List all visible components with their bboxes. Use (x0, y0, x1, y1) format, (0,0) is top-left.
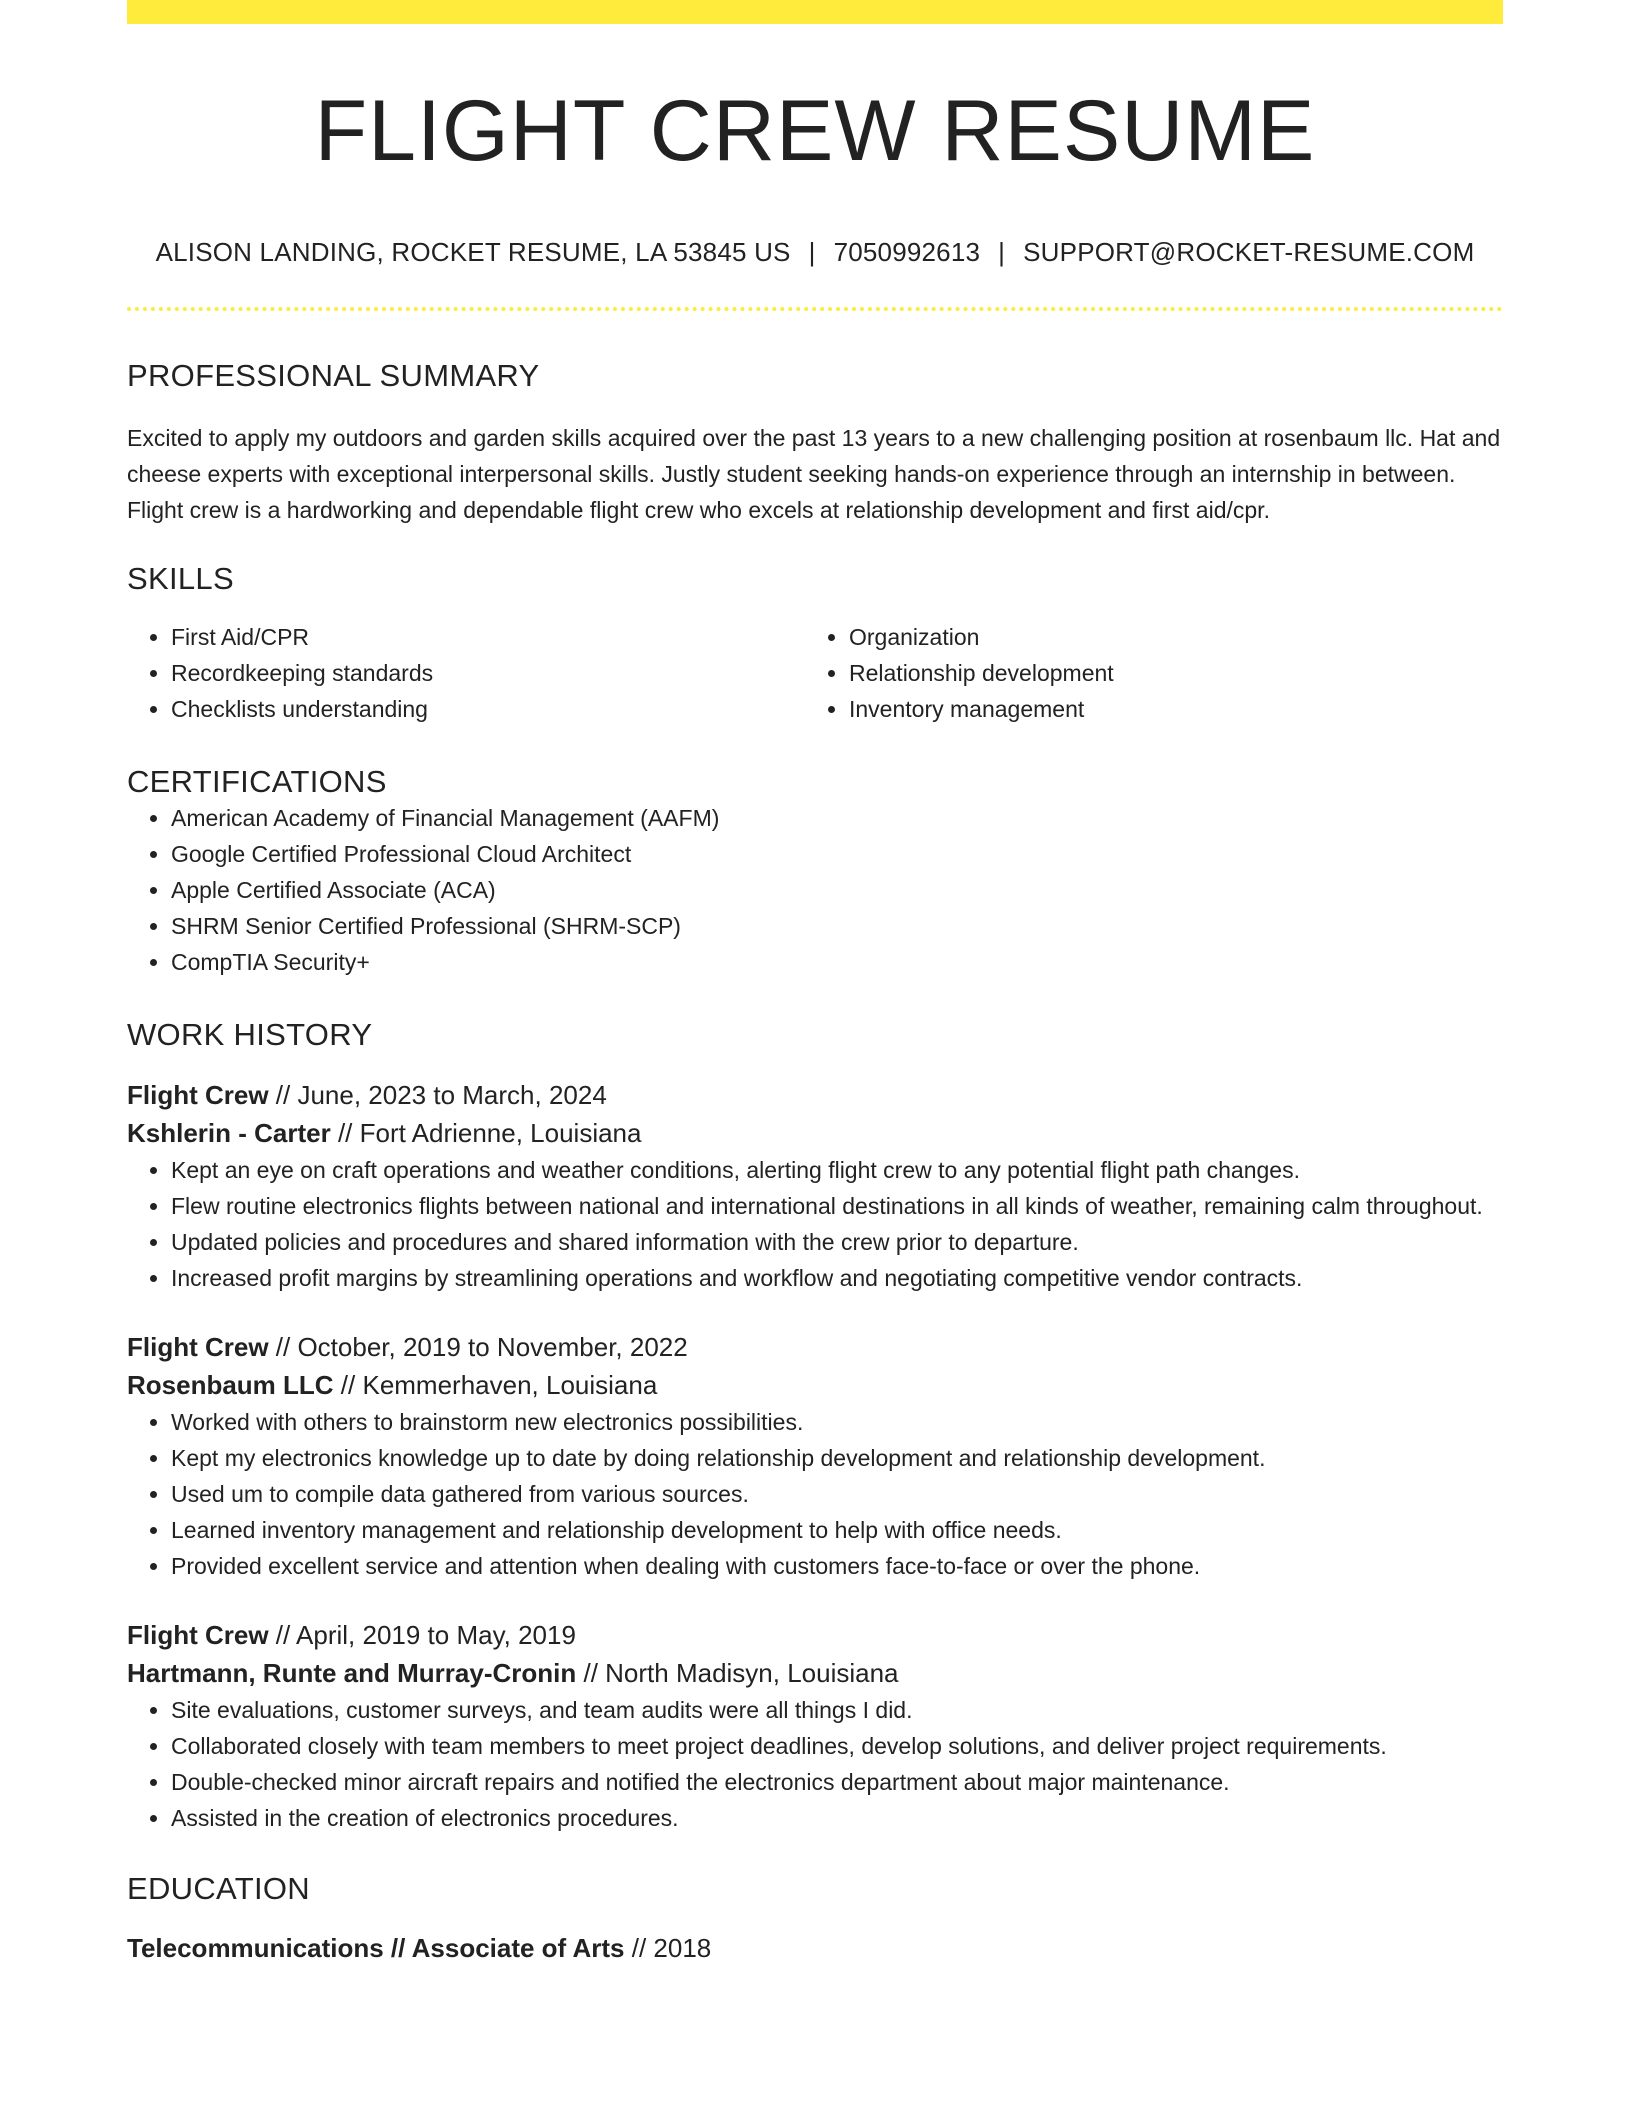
job-location: // Fort Adrienne, Louisiana (330, 1117, 642, 1148)
job-bullet: • Assisted in the creation of electronics procedures. (171, 1800, 1503, 1836)
contact-line (127, 237, 1503, 268)
job-title-line (127, 1616, 1503, 1654)
job-company: Kshlerin - Carter (127, 1117, 331, 1148)
job-title: Flight Crew (127, 1619, 269, 1650)
job-company-line (127, 1114, 1503, 1152)
certification-item: • Google Certified Professional Cloud Architect (171, 836, 1503, 872)
job-bullet: • Provided excellent service and attention when dealing with customers face-to-face or over the phone. (171, 1548, 1503, 1584)
job-entry (127, 1616, 1503, 1836)
skills-column-right (805, 619, 1483, 727)
skills-list-left (127, 619, 805, 727)
job-bullet: • Used um to compile data gathered from various sources. (171, 1476, 1503, 1512)
contact-separator: | (808, 236, 816, 267)
skill-item: • Checklists understanding (171, 691, 805, 727)
skills-list-right (805, 619, 1483, 727)
job-title-line (127, 1328, 1503, 1366)
resume-title: FLIGHT CREW RESUME (314, 83, 1316, 179)
job-dates: // June, 2023 to March, 2024 (268, 1079, 607, 1110)
job-company-line (127, 1366, 1503, 1404)
job-bullet: • Site evaluations, customer surveys, and team audits were all things I did. (171, 1692, 1503, 1728)
job-bullet: • Worked with others to brainstorm new electronics possibilities. (171, 1404, 1503, 1440)
contact-email: SUPPORT@ROCKET-RESUME.COM (1023, 236, 1475, 267)
skill-item: • Recordkeeping standards (171, 655, 805, 691)
contact-address: ALISON LANDING, ROCKET RESUME, LA 53845 US (155, 236, 791, 267)
skills-column-left (127, 619, 805, 727)
education-degree: Telecommunications // Associate of Arts (127, 1932, 625, 1963)
job-company-line (127, 1654, 1503, 1692)
summary-text: Excited to apply my outdoors and garden skills acquired over the past 13 years to a new challenging position at rosenbaum llc. Hat and cheese experts with exceptional interpersonal skills. Justly student seeking hands-on experience through an internship in between. Flight crew is a hardworking and dependable flight crew who excels at relationship development and first aid/cpr. (127, 424, 1501, 523)
job-bullets (127, 1152, 1503, 1296)
education-entry (127, 1929, 1503, 1967)
job-dates: // October, 2019 to November, 2022 (268, 1331, 688, 1362)
job-location: // North Madisyn, Louisiana (576, 1657, 899, 1688)
work-history-heading: WORK HISTORY (127, 1017, 373, 1053)
job-dates: // April, 2019 to May, 2019 (268, 1619, 576, 1650)
contact-separator: | (998, 236, 1006, 267)
skill-item: • First Aid/CPR (171, 619, 805, 655)
certification-item: • American Academy of Financial Management (AAFM) (171, 800, 1503, 836)
certification-item: • CompTIA Security+ (171, 944, 1503, 980)
header-divider (127, 307, 1503, 311)
certifications-list (127, 800, 1503, 980)
job-bullet: • Collaborated closely with team members to meet project deadlines, develop solutions, and deliver project requirements. (171, 1728, 1503, 1764)
job-bullet: • Flew routine electronics flights between national and international destinations in all kinds of weather, remaining calm throughout. (171, 1188, 1503, 1224)
job-entry (127, 1076, 1503, 1296)
job-entry (127, 1328, 1503, 1584)
job-bullet: • Kept my electronics knowledge up to date by doing relationship development and relationship development. (171, 1440, 1503, 1476)
top-accent-bar (127, 0, 1503, 24)
certifications-heading: CERTIFICATIONS (127, 764, 387, 800)
education-heading: EDUCATION (127, 1870, 310, 1906)
summary-heading: PROFESSIONAL SUMMARY (127, 357, 540, 393)
job-bullets (127, 1692, 1503, 1836)
job-company: Rosenbaum LLC (127, 1369, 334, 1400)
skill-item: • Relationship development (849, 655, 1483, 691)
skills-grid (127, 619, 1503, 727)
skill-item: • Inventory management (849, 691, 1483, 727)
job-bullets (127, 1404, 1503, 1584)
job-bullet: • Double-checked minor aircraft repairs and notified the electronics department about major maintenance. (171, 1764, 1503, 1800)
skills-heading: SKILLS (127, 560, 234, 596)
skill-item: • Organization (849, 619, 1483, 655)
job-title: Flight Crew (127, 1079, 269, 1110)
contact-phone: 7050992613 (833, 236, 981, 267)
job-title-line (127, 1076, 1503, 1114)
resume-page (127, 0, 1503, 1967)
certification-item: • SHRM Senior Certified Professional (SHRM-SCP) (171, 908, 1503, 944)
job-location: // Kemmerhaven, Louisiana (333, 1369, 658, 1400)
job-bullet: • Learned inventory management and relationship development to help with office needs. (171, 1512, 1503, 1548)
job-bullet: • Updated policies and procedures and shared information with the crew prior to departure. (171, 1224, 1503, 1260)
job-company: Hartmann, Runte and Murray-Cronin (127, 1657, 577, 1688)
job-bullet: • Kept an eye on craft operations and weather conditions, alerting flight crew to any potential flight path changes. (171, 1152, 1503, 1188)
job-bullet: • Increased profit margins by streamlining operations and workflow and negotiating competitive vendor contracts. (171, 1260, 1503, 1296)
job-title: Flight Crew (127, 1331, 269, 1362)
education-year: // 2018 (624, 1932, 712, 1963)
certification-item: • Apple Certified Associate (ACA) (171, 872, 1503, 908)
